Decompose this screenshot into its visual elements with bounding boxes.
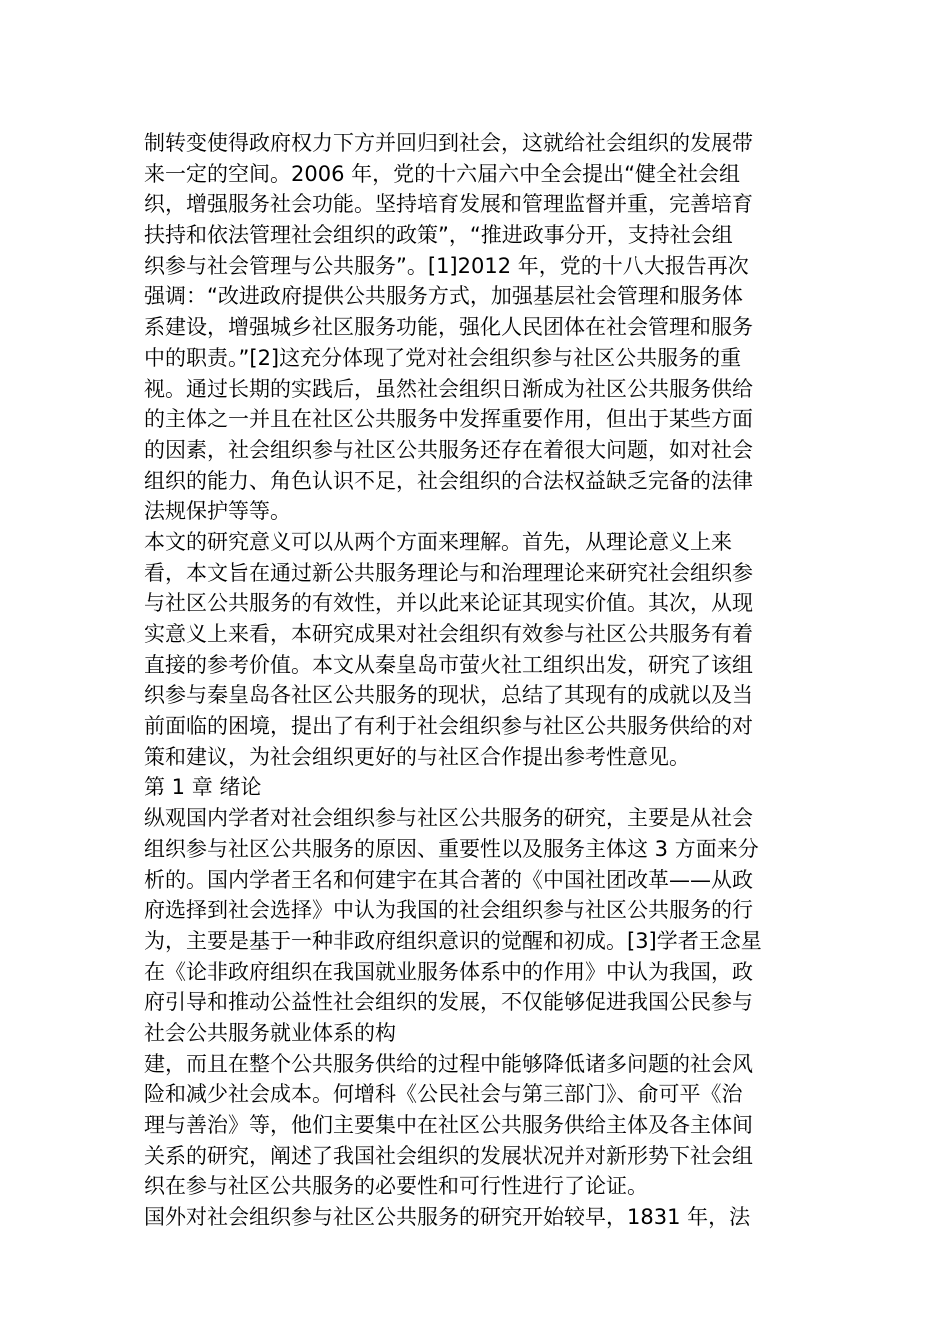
- text-line: 织在参与社区公共服务的必要性和可行性进行了论证。: [144, 1174, 648, 1199]
- chapter-heading: 第 1 章 绪论: [144, 775, 262, 800]
- document-page: [144, 128, 806, 1233]
- text-line: 社会公共服务就业体系的构: [144, 1020, 396, 1045]
- text-line: 制转变使得政府权力下方并回归到社会，这就给社会组织的发展带: [144, 131, 753, 155]
- text-line: 组织参与社区公共服务的原因、重要性以及服务主体这 3 方面来分: [144, 836, 759, 861]
- text-line: 织，增强服务社会功能。坚持培育发展和管理监督并重，完善培育: [144, 192, 753, 217]
- text-line: 的主体之一并且在社区公共服务中发挥重要作用，但出于某些方面: [144, 407, 753, 432]
- text-line: 建，而且在整个公共服务供给的过程中能够降低诸多问题的社会风: [144, 1051, 753, 1076]
- text-line: 关系的研究，阐述了我国社会组织的发展状况并对新形势下社会组: [144, 1143, 753, 1168]
- text-line: 为，主要是基于一种非政府组织意识的觉醒和初成。[3]学者王念星: [144, 928, 762, 953]
- text-line: 的因素，社会组织参与社区公共服务还存在着很大问题，如对社会: [144, 437, 753, 462]
- text-line: 纵观国内学者对社会组织参与社区公共服务的研究，主要是从社会: [144, 806, 753, 831]
- text-line: 国外对社会组织参与社区公共服务的研究开始较早，1831 年，法: [144, 1205, 751, 1230]
- text-line: 直接的参考价值。本文从秦皇岛市萤火社工组织出发，研究了该组: [144, 652, 753, 677]
- text-line: 前面临的困境，提出了有利于社会组织参与社区公共服务供给的对: [144, 714, 753, 739]
- text-line: 理与善治》等，他们主要集中在社区公共服务供给主体及各主体间: [144, 1113, 753, 1137]
- text-line: 看，本文旨在通过新公共服务理论与和治理理论来研究社会组织参: [144, 560, 753, 585]
- text-line: 府选择到社会选择》中认为我国的社会组织参与社区公共服务的行: [144, 898, 753, 923]
- text-line: 本文的研究意义可以从两个方面来理解。首先，从理论意义上来: [144, 529, 732, 554]
- text-line: 强调：“改进政府提供公共服务方式，加强基层社会管理和服务体: [144, 284, 743, 309]
- text-line: 府引导和推动公益性社会组织的发展，不仅能够促进我国公民参与: [144, 990, 753, 1015]
- text-line: 系建设，增强城乡社区服务功能，强化人民团体在社会管理和服务: [144, 315, 753, 340]
- text-line: 织参与社会管理与公共服务”。[1]2012 年，党的十八大报告再次: [144, 253, 749, 278]
- text-line: 在《论非政府组织在我国就业服务体系中的作用》中认为我国，政: [144, 959, 753, 984]
- text-line: 织参与秦皇岛各社区公共服务的现状，总结了其现有的成就以及当: [144, 683, 753, 708]
- text-line: 中的职责。”[2]这充分体现了党对社会组织参与社区公共服务的重: [144, 345, 742, 370]
- text-line: 来一定的空间。2006 年，党的十六届六中全会提出“健全社会组: [144, 161, 740, 186]
- text-line: 析的。国内学者王名和何建宇在其合著的《中国社团改革——从政: [144, 867, 753, 892]
- text-line: 险和减少社会成本。何增科《公民社会与第三部门》、俞可平《治: [144, 1082, 743, 1107]
- text-line: 组织的能力、角色认识不足，社会组织的合法权益缺乏完备的法律: [144, 468, 753, 493]
- text-line: 与社区公共服务的有效性，并以此来论证其现实价值。其次，从现: [144, 591, 753, 616]
- text-line: 实意义上来看，本研究成果对社会组织有效参与社区公共服务有着: [144, 622, 753, 646]
- text-line: 视。通过长期的实践后，虽然社会组织日渐成为社区公共服务供给: [144, 376, 753, 401]
- text-line: 扶持和依法管理社会组织的政策”，“推进政事分开，支持社会组: [144, 223, 733, 248]
- text-line: 法规保护等等。: [144, 499, 291, 524]
- text-line: 策和建议，为社会组织更好的与社区合作提出参考性意见。: [144, 744, 690, 769]
